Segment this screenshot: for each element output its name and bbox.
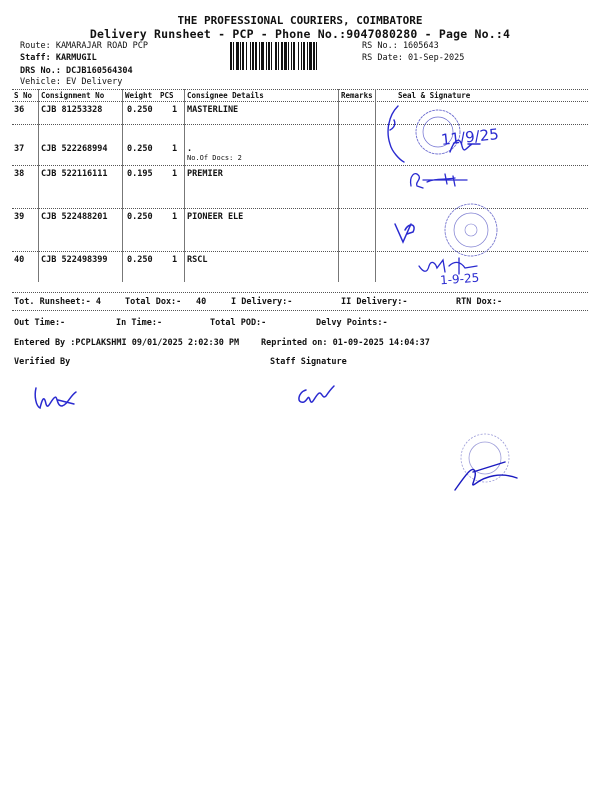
row-note: No.Of Docs: 2: [187, 154, 242, 162]
delvy-points: Delvy Points:-: [316, 318, 388, 328]
row-pcs: 1: [172, 144, 178, 154]
in-time: In Time:-: [116, 318, 163, 328]
col-divider: [38, 89, 39, 282]
row-sno: 38: [14, 169, 25, 179]
row-pcs: 1: [172, 169, 178, 179]
table-bottom-line: [12, 292, 588, 293]
row-consignee: RSCL: [187, 255, 208, 265]
verified-by-label: Verified By: [14, 357, 71, 367]
row-consignee: PIONEER ELE: [187, 212, 244, 222]
staff-signature: [294, 382, 338, 408]
row-weight: 0.195: [127, 169, 153, 179]
verified-signature: [32, 382, 82, 412]
handwritten-date-40: 1-9-25: [439, 270, 480, 288]
row-consignment: CJB 81253328: [41, 105, 103, 115]
drs-label: DRS No.: DCJB160564304: [20, 66, 133, 76]
row-sno: 39: [14, 212, 25, 222]
row-weight: 0.250: [127, 255, 153, 265]
row-sno: 37: [14, 144, 25, 154]
row-sno: 36: [14, 105, 25, 115]
handwritten-date-37: 11/9/25: [440, 125, 500, 149]
row-sno: 40: [14, 255, 25, 265]
row-weight: 0.250: [127, 144, 153, 154]
rs-date: RS Date: 01-Sep-2025: [362, 53, 465, 63]
staff-label: Staff: KARMUGIL: [20, 53, 97, 63]
company-title: THE PROFESSIONAL COURIERS, COIMBATORE: [177, 14, 423, 27]
ii-delivery: II Delivery:-: [341, 297, 408, 307]
signature-row-38: [405, 168, 475, 192]
barcode: [230, 42, 356, 70]
row-consignment: CJB 522268994: [41, 144, 108, 154]
col-header-weight: Weight: [125, 91, 153, 100]
row-consignment: CJB 522488201: [41, 212, 108, 222]
row-pcs: 1: [172, 212, 178, 222]
row-consignee: .: [187, 144, 193, 154]
col-header-consignment: Consignment No: [41, 91, 105, 100]
route-label: Route: KAMARAJAR ROAD PCP: [20, 41, 148, 51]
reprinted-on: Reprinted on: 01-09-2025 14:04:37: [261, 338, 430, 348]
table-top-line: [12, 89, 588, 90]
staff-signature-label: Staff Signature: [270, 357, 347, 367]
summary-line: [12, 310, 588, 311]
col-divider: [375, 89, 376, 282]
rs-number: RS No.: 1605643: [362, 41, 439, 51]
tot-runsheet: Tot. Runsheet:- 4: [14, 297, 101, 307]
rtn-dox: RTN Dox:-: [456, 297, 503, 307]
col-divider: [338, 89, 339, 282]
row-consignment: CJB 522116111: [41, 169, 108, 179]
col-header-remarks: Remarks: [341, 91, 373, 100]
total-dox-value: 40: [196, 297, 207, 307]
row-weight: 0.250: [127, 212, 153, 222]
entered-by: Entered By :PCPLAKSHMI 09/01/2025 2:02:30 PM: [14, 338, 240, 348]
row-consignee: MASTERLINE: [187, 105, 239, 115]
col-divider: [184, 89, 185, 282]
signature-row-39: [385, 200, 505, 260]
vehicle-label: Vehicle: EV Delivery: [20, 77, 123, 87]
runsheet-subtitle: Delivery Runsheet - PCP - Phone No.:9047080280 - Page No.:4: [89, 27, 511, 41]
office-stamp: [445, 432, 525, 498]
col-header-seal: Seal & Signature: [398, 91, 471, 100]
row-consignee: PREMIER: [187, 169, 223, 179]
col-header-pcs: PCS: [160, 91, 174, 100]
total-pod: Total POD:-: [210, 318, 267, 328]
i-delivery: I Delivery:-: [231, 297, 293, 307]
out-time: Out Time:-: [14, 318, 66, 328]
row-weight: 0.250: [127, 105, 153, 115]
col-header-sno: S No: [14, 91, 33, 100]
col-header-consignee: Consignee Details: [187, 91, 264, 100]
row-pcs: 1: [172, 255, 178, 265]
total-dox-label: Total Dox:-: [125, 297, 182, 307]
row-pcs: 1: [172, 105, 178, 115]
row-consignment: CJB 522498399: [41, 255, 108, 265]
col-divider: [122, 89, 123, 282]
